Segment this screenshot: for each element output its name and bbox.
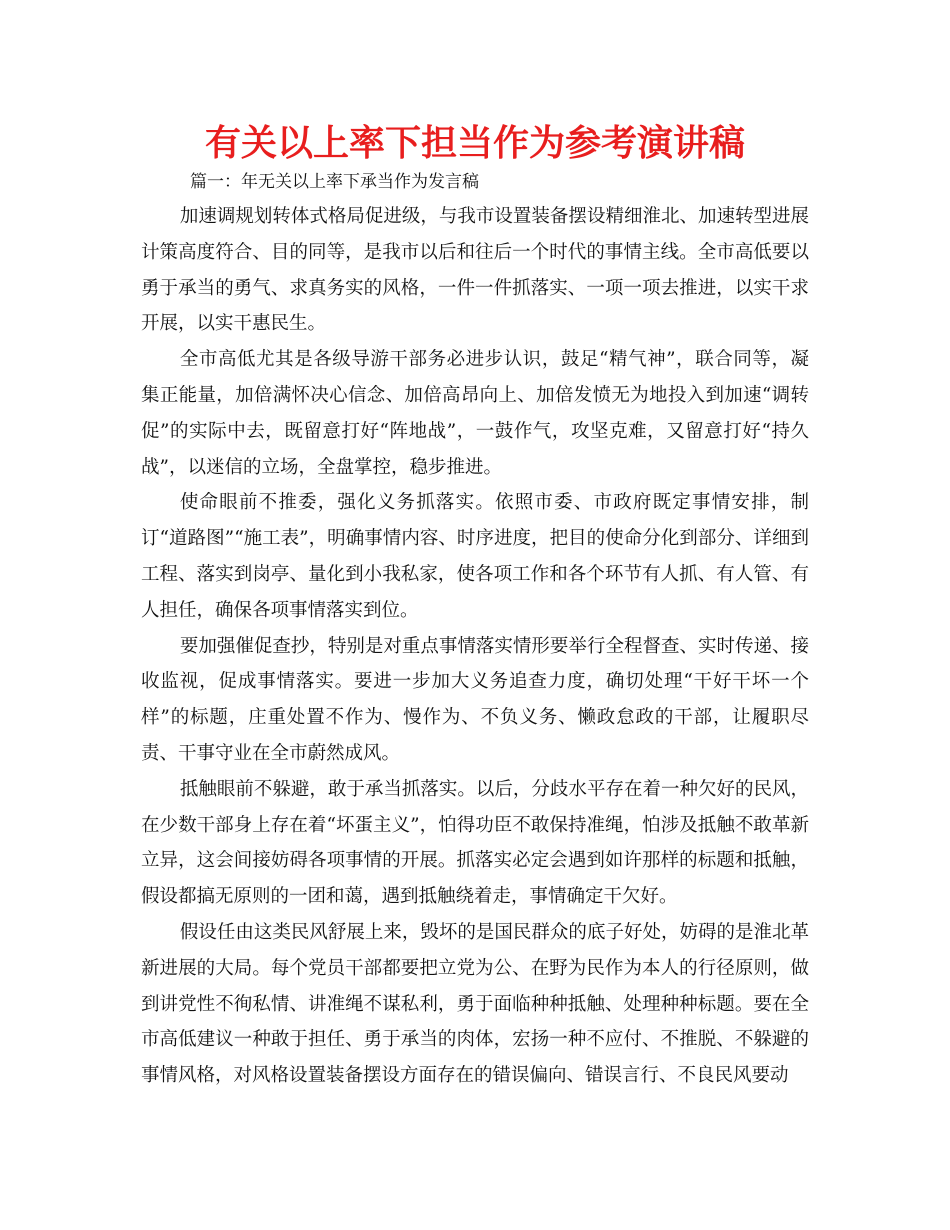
paragraph: 使命眼前不推委，强化义务抓落实。依照市委、市政府既定事情安排，制订“道路图”“施工表”，明确事情内容、时序进度，把目的使命分化到部分、详细到工程、落实到岗亭、量化到小我私家，使各项工作和各个环节有人抓、有人管、有人担任，确保各项事情落实到位。 xyxy=(141,492,809,621)
document-title: 有关以上率下担当作为参考演讲稿 xyxy=(204,123,745,164)
paragraph: 假设任由这类民风舒展上来，毁坏的是国民群众的底子好处，妨碍的是淮北革新进展的大局。每个党员干部都要把立党为公、在野为民作为本人的行径原则，做到讲党性不徇私情、讲准绳不谋私利，勇于面临种种抵触、处理种种标题。要在全市高低建议一种敢于担任、勇于承当的肉体，宏扬一种不应付、不推脱、不躲避的事情风格，对风格设置装备摆设方面存在的错误偏向、错误言行、不良民风要动 xyxy=(141,921,809,1087)
document-body xyxy=(141,199,809,1094)
paragraph: 要加强催促查抄，特别是对重点事情落实情形要举行全程督查、实时传递、接收监视，促成事情落实。要进一步加大义务追查力度，确切处理“干好干坏一个样”的标题，庄重处置不作为、慢作为、不负义务、懒政怠政的干部，让履职尽责、干事守业在全市蔚然成风。 xyxy=(141,635,809,764)
paragraph: 加速调规划转体式格局促进级，与我市设置装备摆设精细淮北、加速转型进展计策高度符合、目的同等，是我市以后和往后一个时代的事情主线。全市高低要以勇于承当的勇气、求真务实的风格，一件一件抓落实、一项一项去推进，以实干求开展，以实干惠民生。 xyxy=(141,206,809,335)
paragraph: 全市高低尤其是各级导游干部务必进步认识，鼓足“精气神”，联合同等，凝集正能量，加倍满怀决心信念、加倍高昂向上、加倍发愤无为地投入到加速“调转促”的实际中去，既留意打好“阵地战”，一鼓作气，攻坚克难，又留意打好“持久战”，以迷信的立场，全盘掌控，稳步推进。 xyxy=(141,349,809,478)
document-subtitle: 篇一：年无关以上率下承当作为发言稿 xyxy=(190,172,479,192)
paragraph: 抵触眼前不躲避，敢于承当抓落实。以后，分歧水平存在着一种欠好的民风，在少数干部身上存在着“坏蛋主义”，怕得功臣不敢保持准绳，怕涉及抵触不敢革新立异，这会间接妨碍各项事情的开展。抓落实必定会遇到如许那样的标题和抵触，假设都搞无原则的一团和蔼，遇到抵触绕着走，事情确定干欠好。 xyxy=(141,778,809,908)
